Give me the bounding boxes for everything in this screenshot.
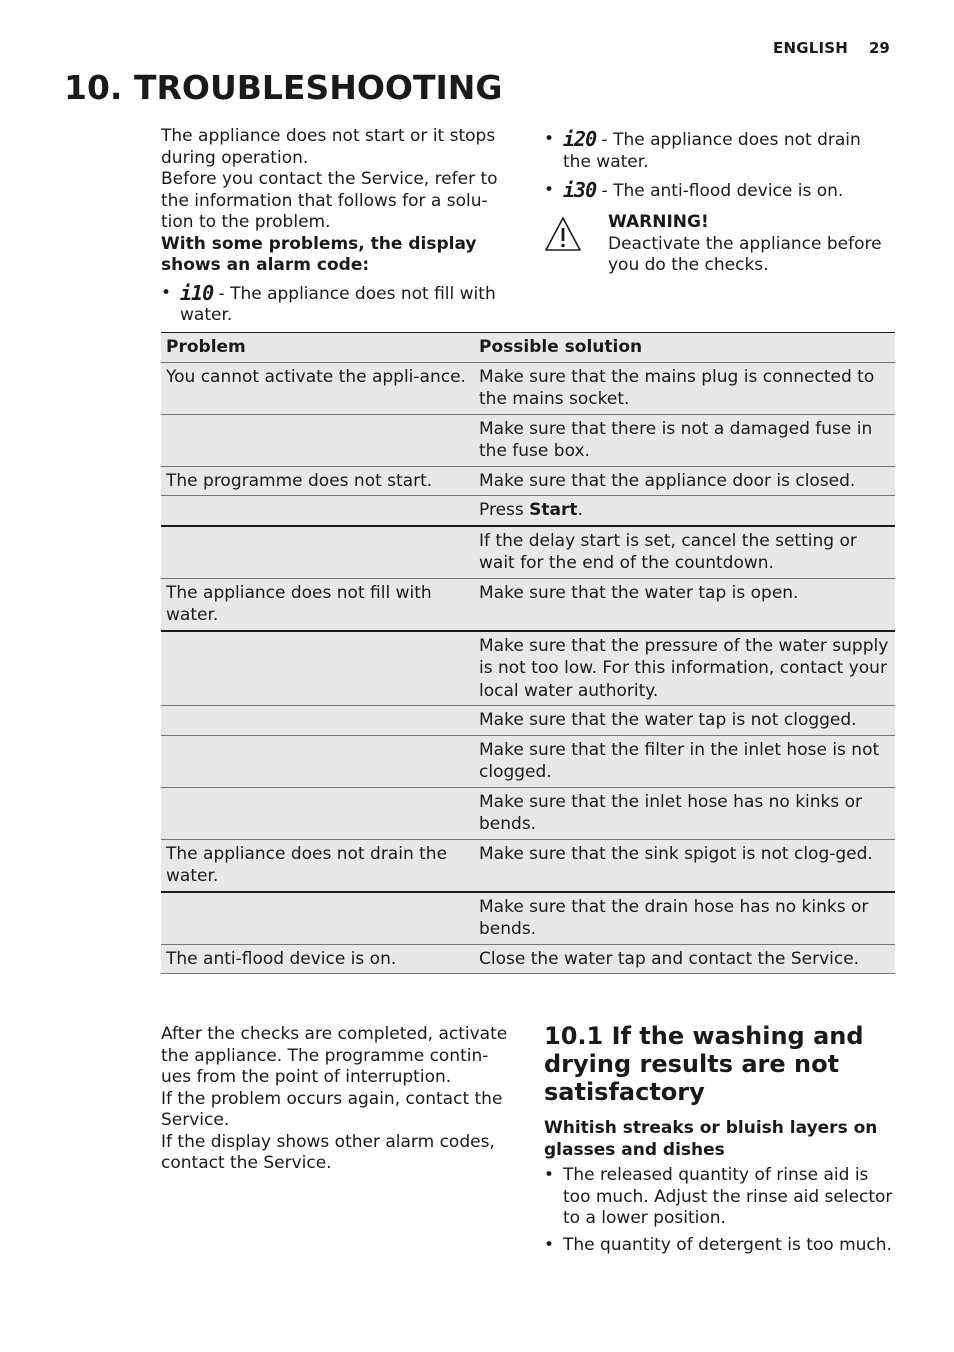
solution-cell: Make sure that the mains plug is connected to the mains socket. xyxy=(479,366,875,409)
list-item xyxy=(544,1235,898,1257)
table-row xyxy=(161,736,895,788)
alarm-code: i30 xyxy=(563,178,597,202)
table-row xyxy=(161,840,895,893)
troubleshooting-table xyxy=(161,332,895,974)
chapter-number: 10. xyxy=(64,68,123,107)
bullet-icon: • xyxy=(161,282,172,303)
table-row xyxy=(161,706,895,736)
problem-cell xyxy=(161,706,475,735)
alarm-code: i10 xyxy=(180,280,214,305)
list-item-text: The released quantity of rinse aid is too much. Adjust the rinse aid selector to a lower position. xyxy=(563,1165,893,1228)
bullet-icon: • xyxy=(544,1234,555,1255)
bullet-icon: • xyxy=(544,1165,555,1185)
problem-cell: The programme does not start. xyxy=(166,470,433,491)
chapter-title xyxy=(64,68,502,108)
problem-cell xyxy=(161,893,475,944)
problem-cell xyxy=(161,736,475,787)
alarm-code-text: - The appliance does not fill with water. xyxy=(180,283,496,325)
alarm-code-text: - The anti-flood device is on. xyxy=(596,181,844,201)
table-header-problem: Problem xyxy=(166,337,246,357)
solution-prefix: Press xyxy=(479,500,530,520)
solution-suffix: . xyxy=(577,500,583,520)
intro-right xyxy=(544,129,894,210)
section-number: 10.1 xyxy=(544,1022,604,1050)
problem-cell xyxy=(161,527,475,578)
solution-cell: Make sure that there is not a damaged fuse in the fuse box. xyxy=(479,418,873,461)
table-row xyxy=(161,632,895,707)
section-title-text: If the washing and drying results are not satisfactory xyxy=(544,1022,864,1106)
problem-cell xyxy=(161,788,475,839)
problem-cell: You cannot activate the appli-ance. xyxy=(166,366,466,387)
header-language: ENGLISH xyxy=(773,39,849,57)
warning-title: WARNING! xyxy=(608,212,709,232)
solution-cell: Make sure that the water tap is not clogged. xyxy=(479,710,857,730)
intro-alarm-heading: With some problems, the display shows an alarm code: xyxy=(161,233,477,275)
page-number: 29 xyxy=(869,39,890,57)
intro-left xyxy=(161,126,506,327)
list-item xyxy=(544,1165,898,1230)
solution-cell: Make sure that the appliance door is closed. xyxy=(479,470,856,491)
problem-cell xyxy=(161,632,475,706)
solution-cell: Make sure that the inlet hose has no kinks or bends. xyxy=(479,791,863,834)
problem-cell xyxy=(161,415,475,466)
section-subheading: Whitish streaks or bluish layers on glasses and dishes xyxy=(544,1118,878,1160)
alarm-code-item xyxy=(544,180,894,203)
solution-cell: Make sure that the filter in the inlet hose is not clogged. xyxy=(479,739,880,782)
section-title xyxy=(544,1022,898,1106)
list-item-text: The quantity of detergent is too much. xyxy=(563,1234,892,1255)
alarm-code: i20 xyxy=(563,127,597,151)
intro-paragraph-2: Before you contact the Service, refer to the information that follows for a solu-tion to the problem. xyxy=(161,169,498,232)
after-paragraph-3: If the display shows other alarm codes, contact the Service. xyxy=(161,1131,495,1173)
table-header-solution: Possible solution xyxy=(479,337,643,357)
start-button-label: Start xyxy=(529,500,578,520)
solution-cell: If the delay start is set, cancel the setting or wait for the end of the countdown. xyxy=(479,530,857,573)
problem-cell: The appliance does not fill with water. xyxy=(166,582,432,625)
alarm-code-item xyxy=(544,129,894,173)
chapter-title-text: TROUBLESHOOTING xyxy=(133,68,503,107)
problem-cell xyxy=(161,496,475,525)
alarm-code-text: - The appliance does not drain the water. xyxy=(563,130,861,172)
table-row xyxy=(161,945,895,975)
solution-cell xyxy=(475,496,895,525)
warning-box xyxy=(544,212,894,277)
after-checks xyxy=(161,1024,511,1175)
intro-paragraph-1: The appliance does not start or it stops during operation. xyxy=(161,126,496,168)
alarm-code-item xyxy=(161,280,506,327)
after-paragraph-1: After the checks are completed, activate the appliance. The programme contin-ues from the point of interruption. xyxy=(161,1024,508,1087)
bullet-icon: • xyxy=(544,129,555,149)
table-header-row xyxy=(161,333,895,363)
warning-text: Deactivate the appliance before you do the checks. xyxy=(608,233,882,275)
section-10-1 xyxy=(544,1022,898,1261)
table-row xyxy=(161,788,895,840)
table-row xyxy=(161,415,895,467)
table-row xyxy=(161,893,895,945)
problem-cell: The anti-flood device is on. xyxy=(166,948,397,969)
table-row xyxy=(161,467,895,497)
warning-triangle-icon xyxy=(544,216,582,254)
solution-cell: Make sure that the pressure of the water supply is not too low. For this information, contact your local water authority. xyxy=(479,635,889,701)
table-row xyxy=(161,496,895,527)
bullet-icon: • xyxy=(544,180,555,200)
table-row xyxy=(161,527,895,579)
after-paragraph-2: If the problem occurs again, contact the Service. xyxy=(161,1088,503,1130)
problem-cell: The appliance does not drain the water. xyxy=(166,843,448,886)
solution-cell: Make sure that the water tap is open. xyxy=(479,582,799,603)
solution-cell: Make sure that the drain hose has no kinks or bends. xyxy=(479,896,869,939)
solution-cell: Make sure that the sink spigot is not clog-ged. xyxy=(479,843,873,864)
solution-cell: Close the water tap and contact the Service. xyxy=(479,948,860,969)
table-row xyxy=(161,579,895,632)
table-row xyxy=(161,363,895,415)
